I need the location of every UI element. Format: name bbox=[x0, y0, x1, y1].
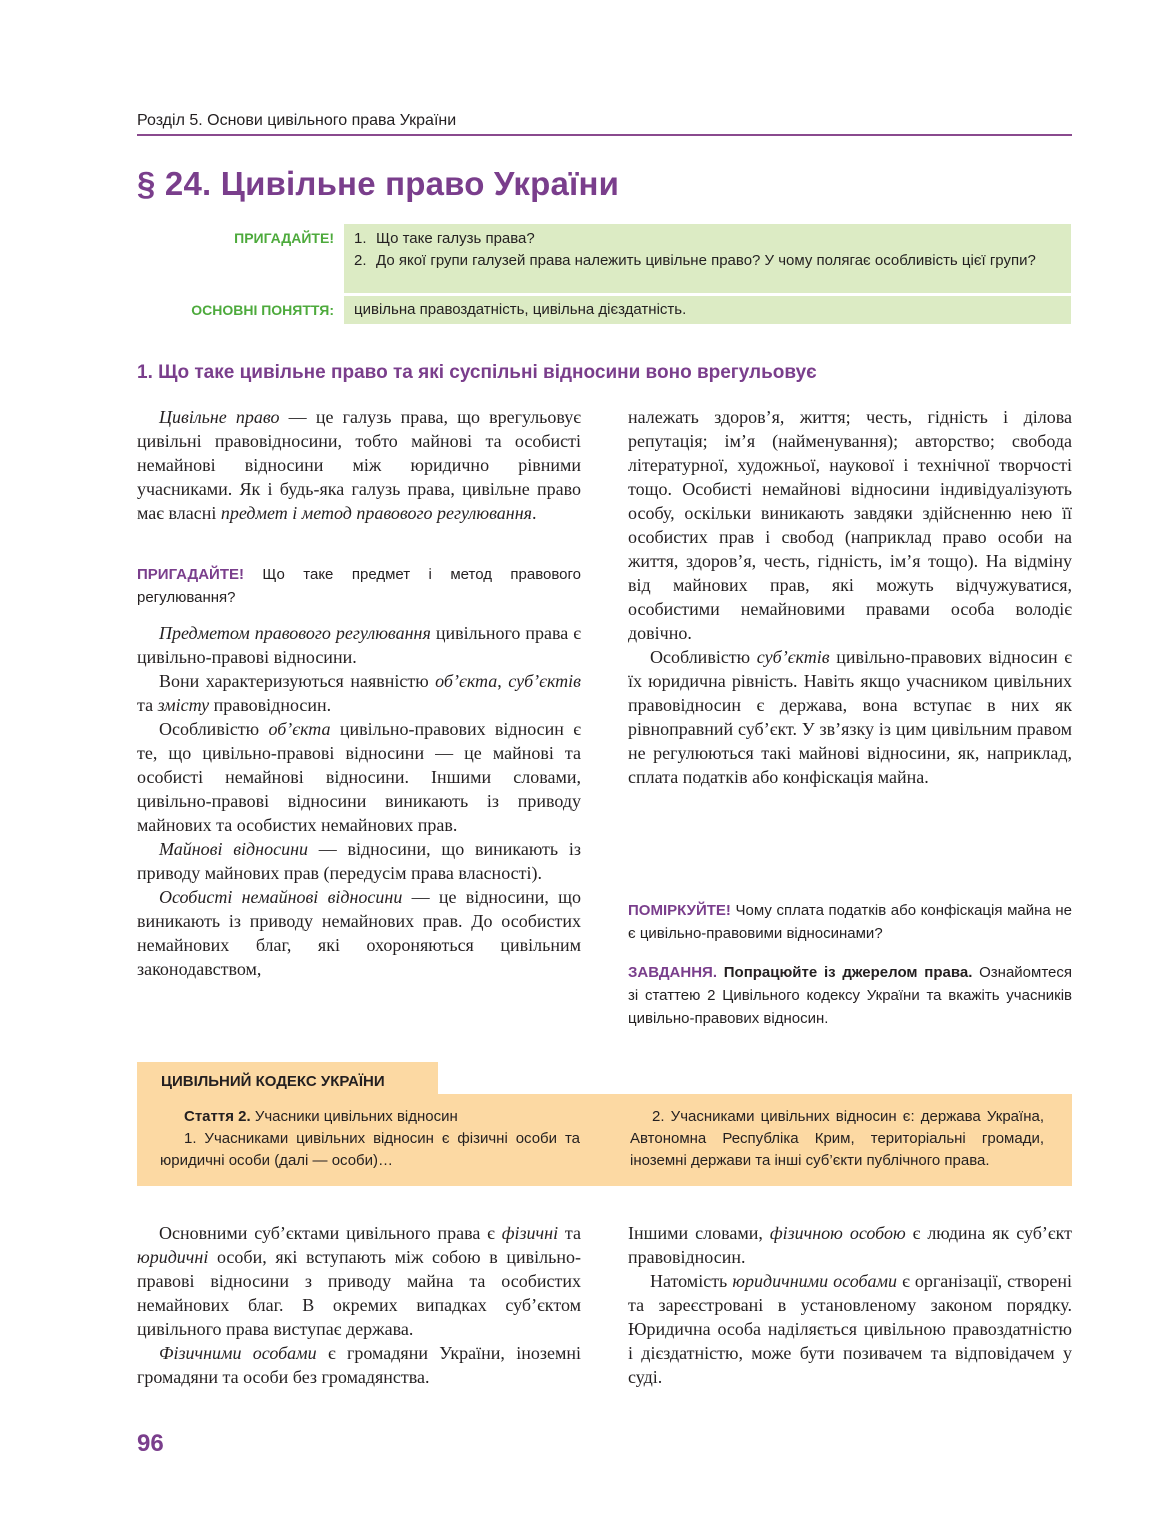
paragraph bbox=[628, 1269, 1072, 1389]
term: юридичними особами bbox=[732, 1271, 898, 1291]
concepts-text: цивільна правоздатність, цивільна дієздатність. bbox=[354, 301, 687, 318]
think-note-text: Чому сплата податків або конфіскація майна не є цивільно-правовими відносинами? bbox=[628, 902, 1072, 942]
article-number: Стаття 2. bbox=[184, 1108, 251, 1125]
term: об’єкта bbox=[268, 719, 331, 739]
text: є громадяни України, іноземні громадяни та особи без громадянства. bbox=[137, 1343, 581, 1387]
text: Натомість bbox=[650, 1271, 733, 1291]
paragraph bbox=[137, 885, 581, 981]
think-note bbox=[628, 899, 1072, 945]
text: особи, які вступають між собою в цивільно-правові відносини з приводу майна та особистих немайнових благ. В окремих випадках суб’єктом цивільного права виступає держава. bbox=[137, 1247, 581, 1339]
term: Особисті немайнові відносини bbox=[159, 887, 403, 907]
think-note-tag: ПОМІРКУЙТЕ! bbox=[628, 902, 731, 919]
item-text: Що таке галузь права? bbox=[376, 230, 535, 247]
recall-note-tag: ПРИГАДАЙТЕ! bbox=[137, 566, 244, 583]
text: є людина як суб’єкт правовідносин. bbox=[628, 1223, 1072, 1267]
text: є організації, створені та зареєстровані в установленому законом порядку. Юридична особа наділяється цивільною правоздатністю і дієздатністю, може бути позивачем та відповідачем у суді. bbox=[628, 1271, 1073, 1387]
text: цивільного права є цивільно-правові відносини. bbox=[137, 623, 582, 667]
term: предмет і метод правового регулювання bbox=[220, 503, 532, 523]
text: цивільно-правових відносин є їх юридична рівність. Навіть якщо учасником цивільних правовідносин є держава, вона вступає в них як рівноправний суб’єкт. У зв’язку із цим цивільним правом не регулюються такі майнові відносини, як, наприклад, сплата податків або конфіскація майна. bbox=[628, 647, 1072, 787]
text: Іншими словами, bbox=[628, 1223, 770, 1243]
text: Основними суб’єктами цивільного права є bbox=[159, 1223, 502, 1243]
concepts-label: ОСНОВНІ ПОНЯТТЯ: bbox=[191, 302, 334, 318]
term: змісту bbox=[157, 695, 210, 715]
task-note-text: Ознайомтеся зі статтею 2 Цивільного кодексу України та вкажіть учасників цивільно-правових відносин. bbox=[628, 964, 1072, 1027]
recall-list bbox=[354, 228, 1059, 272]
left-column-continued bbox=[137, 621, 581, 981]
task-note-heading: Попрацюйте із джерелом права. bbox=[717, 964, 973, 981]
term: Предметом правового регулювання bbox=[159, 623, 431, 643]
paragraph bbox=[137, 717, 581, 837]
bottom-left-column bbox=[137, 1221, 581, 1389]
section-heading: 1. Що таке цивільне право та які суспільні відносини воно врегульовує bbox=[137, 362, 817, 383]
text: — відносини, що виникають із приводу майнових прав (передусім права власності). bbox=[137, 839, 581, 883]
paragraph bbox=[628, 405, 1072, 645]
article-item-2: 2. Учасниками цивільних відносин є: держава Україна, Автономна Республіка Крим, територіальні громади, іноземні держави та інші суб’єкти публічного права. bbox=[630, 1108, 1044, 1169]
paragraph bbox=[628, 1221, 1072, 1269]
concepts-box bbox=[344, 296, 1071, 324]
term: суб’єктів bbox=[508, 671, 581, 691]
list-item bbox=[354, 228, 1059, 250]
page-title: § 24. Цивільне право України bbox=[137, 165, 620, 202]
task-note-tag: ЗАВДАННЯ. bbox=[628, 964, 717, 981]
term: суб’єктів bbox=[756, 647, 830, 667]
header-divider bbox=[137, 134, 1072, 136]
text: Вони характеризуються наявністю bbox=[159, 671, 436, 691]
right-column bbox=[628, 405, 1072, 789]
paragraph bbox=[137, 405, 581, 525]
bottom-right-column bbox=[628, 1221, 1072, 1389]
running-head: Розділ 5. Основи цивільного права України bbox=[137, 112, 457, 129]
task-note bbox=[628, 961, 1072, 1030]
text: та bbox=[558, 1223, 581, 1243]
recall-label: ПРИГАДАЙТЕ! bbox=[234, 230, 334, 246]
article-item-1: 1. Учасниками цивільних відносин є фізичні особи та юридичні особи (далі — особи)… bbox=[160, 1130, 580, 1169]
text: , bbox=[497, 671, 509, 691]
term: Цивільне право bbox=[159, 407, 280, 427]
text: Особливістю bbox=[650, 647, 757, 667]
text: . bbox=[532, 503, 537, 523]
term: об’єкта bbox=[435, 671, 498, 691]
recall-box bbox=[344, 224, 1071, 293]
civil-code-left bbox=[160, 1106, 580, 1172]
item-number: 2. bbox=[354, 252, 367, 269]
page-number: 96 bbox=[137, 1430, 164, 1457]
term: фізичні bbox=[501, 1223, 559, 1243]
civil-code-heading: ЦИВІЛЬНИЙ КОДЕКС УКРАЇНИ bbox=[137, 1062, 438, 1096]
item-number: 1. bbox=[354, 230, 367, 247]
text: належать здоров’я, життя; честь, гідність і ділова репутація; ім’я (найменування); авторство; свобода літературної, художньої, наукової і технічної творчості тощо. Особисті немайнові відносини індивідуалізують особу, оскільки виникають завдяки здійсненню нею її особистих прав і свобод (наприклад право особи на життя, здоров’я, честь, гідність, ім’я тощо). На відміну від майнових прав, які можуть відчужуватися, особистими немайновими правами особа володіє довічно. bbox=[628, 407, 1072, 643]
paragraph bbox=[137, 621, 581, 669]
term: Фізичними особами bbox=[159, 1343, 317, 1363]
text: Особливістю bbox=[159, 719, 269, 739]
article-title bbox=[160, 1106, 580, 1128]
list-item bbox=[354, 250, 1059, 272]
paragraph bbox=[137, 1221, 581, 1341]
paragraph bbox=[628, 645, 1072, 789]
term: Майнові відносини bbox=[159, 839, 308, 859]
recall-note bbox=[137, 563, 581, 609]
term: юридичні bbox=[137, 1247, 209, 1267]
recall-note-text: Що таке предмет і метод правового регулювання? bbox=[137, 566, 581, 606]
paragraph bbox=[137, 669, 581, 717]
left-column bbox=[137, 405, 581, 525]
text: — це відносини, що виникають із приводу немайнових прав. До особистих немайнових благ, які охороняються цивільним законодавством, bbox=[137, 887, 581, 979]
article-name: Учасники цивільних відносин bbox=[250, 1108, 458, 1125]
text: цивільно-правових відносин є те, що цивільно-правові відносини — це майнові та особисті немайнові відносини. Іншими словами, цивільно-правові відносини виникають із приводу майнових та особистих немайнових прав. bbox=[137, 719, 581, 835]
text: та bbox=[137, 695, 158, 715]
text: правовідносин. bbox=[209, 695, 332, 715]
item-text: До якої групи галузей права належить цивільне право? У чому полягає особливість цієї групи? bbox=[376, 252, 1036, 269]
paragraph bbox=[137, 1341, 581, 1389]
paragraph bbox=[137, 837, 581, 885]
term: фізичною особою bbox=[769, 1223, 906, 1243]
text: — це галузь права, що врегульовує цивільні правовідносини, тобто майнові та особисті немайнові відносини між юридично рівними учасниками. Як і будь-яка галузь права, цивільне право має власні bbox=[137, 407, 581, 523]
